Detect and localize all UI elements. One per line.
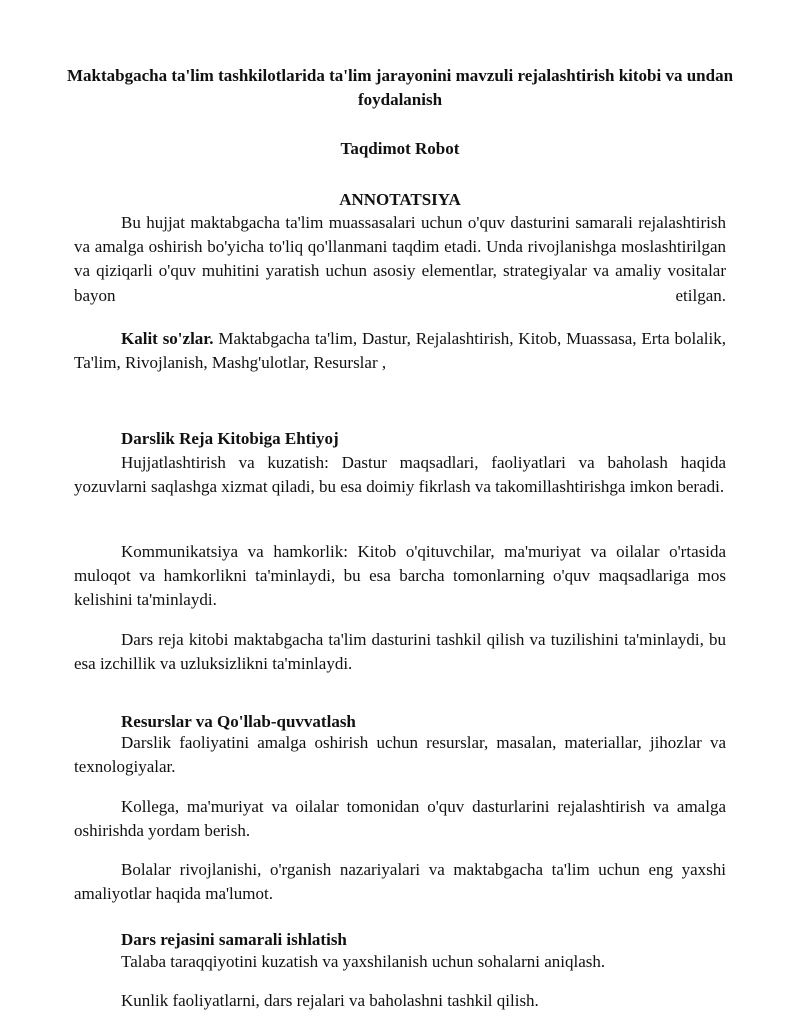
section-paragraph: Darslik faoliyatini amalga oshirish uchun resurslar, masalan, materiallar, jihozlar va texnologiyalar. bbox=[74, 733, 726, 777]
section-heading: Resurslar va Qo'llab-quvvatlash bbox=[121, 712, 356, 731]
document-author: Taqdimot Robot bbox=[340, 139, 460, 158]
section-heading: Darslik Reja Kitobiga Ehtiyoj bbox=[121, 429, 339, 448]
section-paragraph: Hujjatlashtirish va kuzatish: Dastur maqsadlari, faoliyatlari va baholash haqida yozuvlarni saqlashga xizmat qiladi, bu esa doimiy fikrlash va takomillashtirishga imkon beradi. bbox=[74, 453, 726, 497]
section-paragraph: Dars reja kitobi maktabgacha ta'lim dasturini tashkil qilish va tuzilishini ta'minlaydi, bu esa izchillik va uzluksizlikni ta'minlaydi. bbox=[74, 630, 726, 674]
keywords-label: Kalit so'zlar. bbox=[121, 329, 214, 348]
section-heading: Dars rejasini samarali ishlatish bbox=[121, 930, 347, 949]
annotation-paragraph: Bu hujjat maktabgacha ta'lim muassasalari uchun o'quv dasturini samarali rejalashtirish va amalga oshirish bo'yicha to'liq qo'llanmani taqdim etadi. Unda rivojlanishga moslashtirilgan va qiziqarli o'quv muhitini yaratish uchun asosiy elementlar, strategiyalar va amaliy vositalar bayon etilgan. bbox=[74, 213, 726, 305]
annotation-heading: ANNOTATSIYA bbox=[339, 190, 461, 209]
section-paragraph: Kunlik faoliyatlarni, dars rejalari va baholashni tashkil qilish. bbox=[121, 991, 539, 1010]
document-title: Maktabgacha ta'lim tashkilotlarida ta'lim jarayonini mavzuli rejalashtirish kitobi va undan foydalanish bbox=[66, 66, 734, 109]
keywords-paragraph bbox=[74, 327, 726, 375]
section-paragraph: Talaba taraqqiyotini kuzatish va yaxshilanish uchun sohalarni aniqlash. bbox=[121, 952, 606, 971]
section-paragraph: Bolalar rivojlanishi, o'rganish nazariyalari va maktabgacha ta'lim uchun eng yaxshi amaliyotlar haqida ma'lumot. bbox=[74, 860, 726, 904]
section-paragraph: Kollega, ma'muriyat va oilalar tomonidan o'quv dasturlarini rejalashtirish va amalga oshirishda yordam berish. bbox=[74, 797, 726, 841]
section-paragraph: Kommunikatsiya va hamkorlik: Kitob o'qituvchilar, ma'muriyat va oilalar o'rtasida muloqot va hamkorlikni ta'minlaydi, bu esa barcha tomonlarning o'quv maqsadlariga mos kelishini ta'minlaydi. bbox=[74, 542, 726, 610]
keywords-text: Maktabgacha ta'lim, Dastur, Rejalashtirish, Kitob, Muassasa, Erta bolalik, Ta'lim, Rivojlanish, Mashg'ulotlar, Resurslar , bbox=[74, 329, 726, 373]
